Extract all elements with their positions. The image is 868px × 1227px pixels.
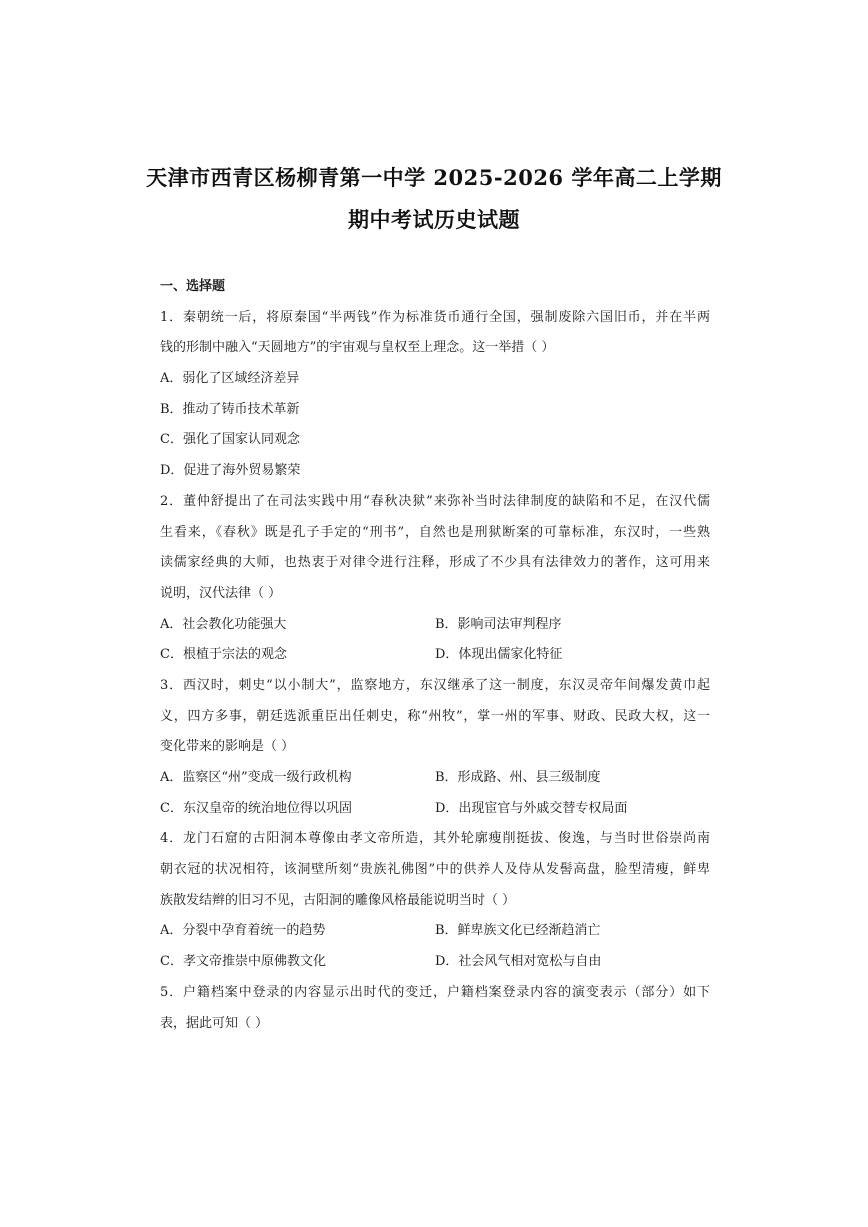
question-stem-line: 1．秦朝统一后，将原秦国“半两钱”作为标准货币通行全国，强制废除六国旧币，并在半两 bbox=[160, 309, 710, 325]
exam-title-line1: 天津市西青区杨柳青第一中学 2025-2026 学年高二上学期 bbox=[146, 165, 722, 190]
question-stem-line: 生看来，《春秋》既是孔子手定的“刑书”，自然也是刑狱断案的可靠标准，东汉时，一些熟 bbox=[160, 524, 710, 540]
option-row bbox=[160, 794, 710, 825]
question-stem-line: 义，四方多事，朝廷选派重臣出任刺史，称“州牧”，掌一州的军事、财政、民政大权，这一 bbox=[160, 708, 710, 724]
answer-option: A．社会教化功能强大 bbox=[160, 616, 287, 632]
answer-option: A．监察区“州”变成一级行政机构 bbox=[160, 770, 352, 785]
question-stem-line: 钱的形制中融入“天圆地方”的宇宙观与皇权至上理念。这一举措（ ） bbox=[160, 340, 555, 356]
question-stem-line: 2．董仲舒提出了在司法实践中用“春秋决狱”来弥补当时法律制度的缺陷和不足，在汉代儒 bbox=[160, 493, 710, 509]
question-5 bbox=[160, 978, 710, 1039]
answer-option: B．影响司法审判程序 bbox=[435, 616, 562, 632]
option-row bbox=[160, 640, 710, 671]
answer-option: D．出现宦官与外戚交替专权局面 bbox=[435, 800, 628, 816]
answer-option: C．孝文帝推崇中原佛教文化 bbox=[160, 954, 326, 970]
question-3 bbox=[160, 671, 710, 824]
question-stem-line: 表，据此可知（ ） bbox=[160, 1015, 269, 1031]
section-heading: 一、选择题 bbox=[160, 279, 226, 294]
answer-option: B．鲜卑族文化已经渐趋消亡 bbox=[435, 923, 601, 939]
option-row bbox=[160, 947, 710, 978]
exam-body bbox=[160, 272, 710, 1039]
question-stem-line: 说明，汉代法律（ ） bbox=[160, 585, 282, 601]
option-row bbox=[160, 610, 710, 641]
exam-title-line2: 期中考试历史试题 bbox=[348, 207, 520, 232]
option-row bbox=[160, 916, 710, 947]
answer-option: C．东汉皇帝的统治地位得以巩固 bbox=[160, 800, 352, 816]
option-row bbox=[160, 763, 710, 794]
answer-option: A．分裂中孕育着统一的趋势 bbox=[160, 923, 326, 939]
question-stem-line: 3．西汉时，刺史“以小制大”，监察地方，东汉继承了这一制度，东汉灵帝年间爆发黄巾起 bbox=[160, 677, 710, 693]
question-stem-line: 5．户籍档案中登录的内容显示出时代的变迁，户籍档案登录内容的演变表示（部分）如下 bbox=[160, 984, 710, 1000]
answer-option: D．体现出儒家化特征 bbox=[435, 647, 563, 663]
answer-option: C．强化了国家认同观念 bbox=[160, 432, 300, 448]
question-stem-line: 读儒家经典的大师，也热衷于对律令进行注释，形成了不少具有法律效力的著作，这可用来 bbox=[160, 555, 710, 571]
answer-option: B．推动了铸币技术革新 bbox=[160, 401, 300, 417]
question-stem-line: 族散发结辫的旧习不见，古阳洞的雕像风格最能说明当时（ ） bbox=[160, 892, 516, 908]
question-1 bbox=[160, 303, 710, 487]
answer-option: A．弱化了区域经济差异 bbox=[160, 371, 300, 387]
answer-option: B．形成路、州、县三级制度 bbox=[435, 770, 601, 785]
answer-option: D．社会风气相对宽松与自由 bbox=[435, 954, 602, 970]
question-4 bbox=[160, 824, 710, 977]
question-stem-line: 变化带来的影响是（ ） bbox=[160, 739, 295, 755]
answer-option: C．根植于宗法的观念 bbox=[160, 647, 287, 663]
question-stem-line: 朝衣冠的状况相符，该洞壁所刻“贵族礼佛图”中的供养人及侍从发髻高盘，脸型清瘦，鲜卑 bbox=[160, 862, 710, 878]
question-stem-line: 4．龙门石窟的古阳洞本尊像由孝文帝所造，其外轮廓瘦削挺拔、俊逸，与当时世俗崇尚南 bbox=[160, 831, 710, 847]
answer-option: D．促进了海外贸易繁荣 bbox=[160, 463, 301, 479]
question-2 bbox=[160, 487, 710, 671]
